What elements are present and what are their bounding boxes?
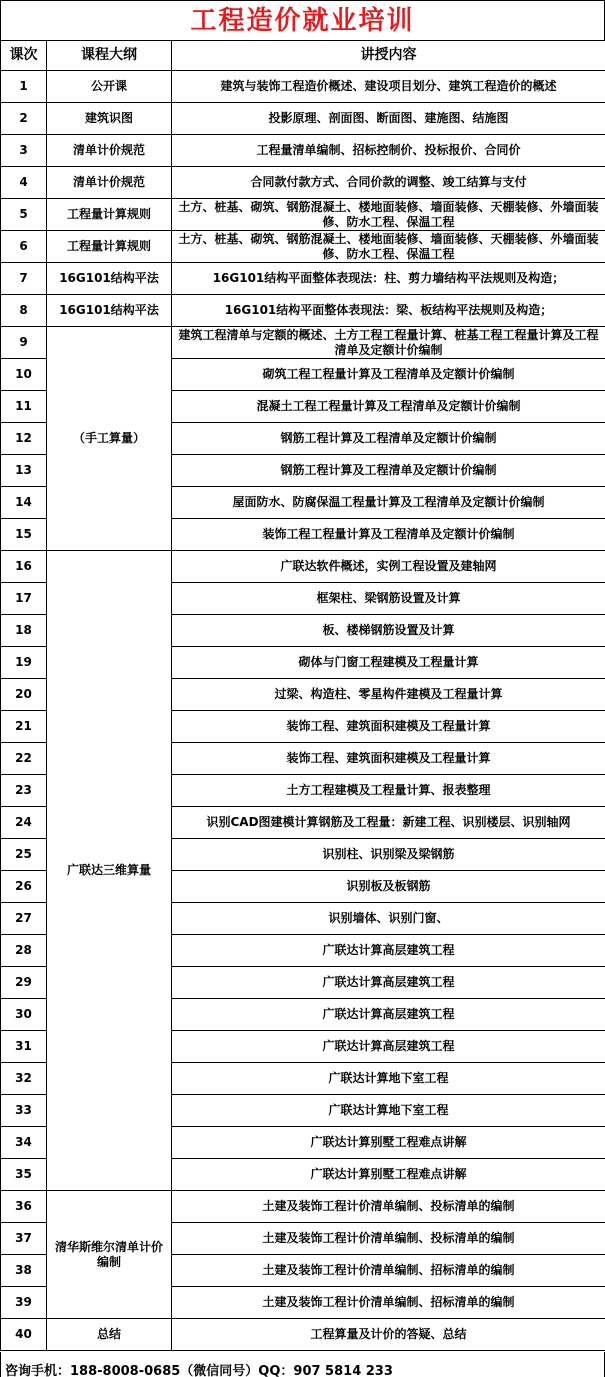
table-row — [1, 71, 605, 103]
lesson-content: 广联达计算高层建筑工程 — [172, 999, 605, 1031]
table-row — [1, 1191, 605, 1223]
lesson-content: 土方、桩基、砌筑、钢筋混凝土、楼地面装修、墙面装修、天棚装修、外墙面装修、防水工程、保温工程 — [172, 231, 605, 263]
lesson-content: 钢筋工程计算及工程清单及定额计价编制 — [172, 455, 605, 487]
table-row — [1, 231, 605, 263]
table-row — [1, 295, 605, 327]
lesson-number: 17 — [1, 583, 47, 615]
lesson-number: 31 — [1, 1031, 47, 1063]
lesson-number: 13 — [1, 455, 47, 487]
course-outline: 总结 — [47, 1319, 172, 1351]
lesson-number: 25 — [1, 839, 47, 871]
table-row — [1, 551, 605, 583]
lesson-number: 33 — [1, 1095, 47, 1127]
lesson-content: 混凝土工程工程量计算及工程清单及定额计价编制 — [172, 391, 605, 423]
lesson-content: 广联达软件概述，实例工程设置及建轴网 — [172, 551, 605, 583]
course-outline: 工程量计算规则 — [47, 231, 172, 263]
footer-contact: 咨询手机：188-8008-0685（微信同号）QQ：907 5814 233 — [0, 1352, 605, 1377]
lesson-content: 合同款付款方式、合同价款的调整、竣工结算与支付 — [172, 167, 605, 199]
course-outline: 16G101结构平法 — [47, 263, 172, 295]
lesson-number: 27 — [1, 903, 47, 935]
lesson-content: 土建及装饰工程计价清单编制、投标清单的编制 — [172, 1191, 605, 1223]
lesson-number: 34 — [1, 1127, 47, 1159]
lesson-content: 土建及装饰工程计价清单编制、招标清单的编制 — [172, 1255, 605, 1287]
lesson-content: 装饰工程、建筑面积建模及工程量计算 — [172, 743, 605, 775]
lesson-content: 识别柱、识别梁及梁钢筋 — [172, 839, 605, 871]
lesson-content: 建筑与装饰工程造价概述、建设项目划分、建筑工程造价的概述 — [172, 71, 605, 103]
lesson-content: 装饰工程、建筑面积建模及工程量计算 — [172, 711, 605, 743]
lesson-number: 3 — [1, 135, 47, 167]
header-outline: 课程大纲 — [47, 41, 172, 71]
lesson-number: 40 — [1, 1319, 47, 1351]
lesson-number: 32 — [1, 1063, 47, 1095]
lesson-number: 8 — [1, 295, 47, 327]
lesson-content: 土方工程建模及工程量计算、报表整理 — [172, 775, 605, 807]
lesson-content: 广联达计算高层建筑工程 — [172, 967, 605, 999]
course-table — [0, 40, 605, 1351]
lesson-content: 广联达计算地下室工程 — [172, 1095, 605, 1127]
course-outline: 16G101结构平法 — [47, 295, 172, 327]
lesson-number: 37 — [1, 1223, 47, 1255]
table-row — [1, 103, 605, 135]
lesson-number: 11 — [1, 391, 47, 423]
lesson-number: 22 — [1, 743, 47, 775]
lesson-content: 广联达计算高层建筑工程 — [172, 935, 605, 967]
lesson-number: 36 — [1, 1191, 47, 1223]
lesson-number: 12 — [1, 423, 47, 455]
lesson-content: 广联达计算别墅工程难点讲解 — [172, 1159, 605, 1191]
lesson-content: 投影原理、剖面图、断面图、建施图、结施图 — [172, 103, 605, 135]
lesson-number: 21 — [1, 711, 47, 743]
lesson-number: 30 — [1, 999, 47, 1031]
lesson-number: 35 — [1, 1159, 47, 1191]
lesson-content: 土方、桩基、砌筑、钢筋混凝土、楼地面装修、墙面装修、天棚装修、外墙面装修、防水工程、保温工程 — [172, 199, 605, 231]
lesson-number: 23 — [1, 775, 47, 807]
lesson-content: 土建及装饰工程计价清单编制、投标清单的编制 — [172, 1223, 605, 1255]
lesson-number: 6 — [1, 231, 47, 263]
course-outline: 清单计价规范 — [47, 167, 172, 199]
lesson-content: 广联达计算别墅工程难点讲解 — [172, 1127, 605, 1159]
lesson-number: 26 — [1, 871, 47, 903]
header-content: 讲授内容 — [172, 41, 605, 71]
lesson-content: 钢筋工程计算及工程清单及定额计价编制 — [172, 423, 605, 455]
lesson-content: 广联达计算高层建筑工程 — [172, 1031, 605, 1063]
table-body — [1, 71, 605, 1351]
lesson-content: 砌体与门窗工程建模及工程量计算 — [172, 647, 605, 679]
table-row — [1, 1319, 605, 1351]
lesson-number: 28 — [1, 935, 47, 967]
lesson-content: 框架柱、梁钢筋设置及计算 — [172, 583, 605, 615]
lesson-number: 29 — [1, 967, 47, 999]
lesson-number: 16 — [1, 551, 47, 583]
lesson-content: 16G101结构平面整体表现法：柱、剪力墙结构平法规则及构造； — [172, 263, 605, 295]
course-outline: 工程量计算规则 — [47, 199, 172, 231]
page-title: 工程造价就业培训 — [0, 0, 605, 40]
lesson-number: 1 — [1, 71, 47, 103]
lesson-content: 识别CAD图建模计算钢筋及工程量：新建工程、识别楼层、识别轴网 — [172, 807, 605, 839]
lesson-content: 工程算量及计价的答疑、总结 — [172, 1319, 605, 1351]
lesson-number: 24 — [1, 807, 47, 839]
lesson-number: 19 — [1, 647, 47, 679]
lesson-number: 2 — [1, 103, 47, 135]
table-row — [1, 327, 605, 359]
lesson-content: 土建及装饰工程计价清单编制、招标清单的编制 — [172, 1287, 605, 1319]
lesson-content: 砌筑工程工程量计算及工程清单及定额计价编制 — [172, 359, 605, 391]
lesson-number: 5 — [1, 199, 47, 231]
lesson-content: 广联达计算地下室工程 — [172, 1063, 605, 1095]
lesson-number: 15 — [1, 519, 47, 551]
course-outline: 公开课 — [47, 71, 172, 103]
lesson-content: 16G101结构平面整体表现法：梁、板结构平法规则及构造； — [172, 295, 605, 327]
table-row — [1, 167, 605, 199]
lesson-number: 20 — [1, 679, 47, 711]
lesson-number: 7 — [1, 263, 47, 295]
course-outline: 清单计价规范 — [47, 135, 172, 167]
course-outline: 广联达三维算量 — [47, 551, 172, 1191]
lesson-content: 装饰工程工程量计算及工程清单及定额计价编制 — [172, 519, 605, 551]
table-row — [1, 263, 605, 295]
table-row — [1, 199, 605, 231]
lesson-number: 38 — [1, 1255, 47, 1287]
header-row — [1, 41, 605, 71]
lesson-number: 4 — [1, 167, 47, 199]
lesson-content: 板、楼梯钢筋设置及计算 — [172, 615, 605, 647]
header-no: 课次 — [1, 41, 47, 71]
course-outline: 建筑识图 — [47, 103, 172, 135]
lesson-content: 识别板及板钢筋 — [172, 871, 605, 903]
lesson-content: 工程量清单编制、招标控制价、投标报价、合同价 — [172, 135, 605, 167]
lesson-content: 过梁、构造柱、零星构件建模及工程量计算 — [172, 679, 605, 711]
lesson-number: 9 — [1, 327, 47, 359]
lesson-number: 18 — [1, 615, 47, 647]
lesson-content: 屋面防水、防腐保温工程量计算及工程清单及定额计价编制 — [172, 487, 605, 519]
lesson-number: 10 — [1, 359, 47, 391]
lesson-number: 39 — [1, 1287, 47, 1319]
course-outline: 清华斯维尔清单计价编制 — [47, 1191, 172, 1319]
lesson-number: 14 — [1, 487, 47, 519]
table-row — [1, 135, 605, 167]
lesson-content: 识别墙体、识别门窗、 — [172, 903, 605, 935]
course-outline: （手工算量） — [47, 327, 172, 551]
lesson-content: 建筑工程清单与定额的概述、土方工程工程量计算、桩基工程工程量计算及工程清单及定额计价编制 — [172, 327, 605, 359]
